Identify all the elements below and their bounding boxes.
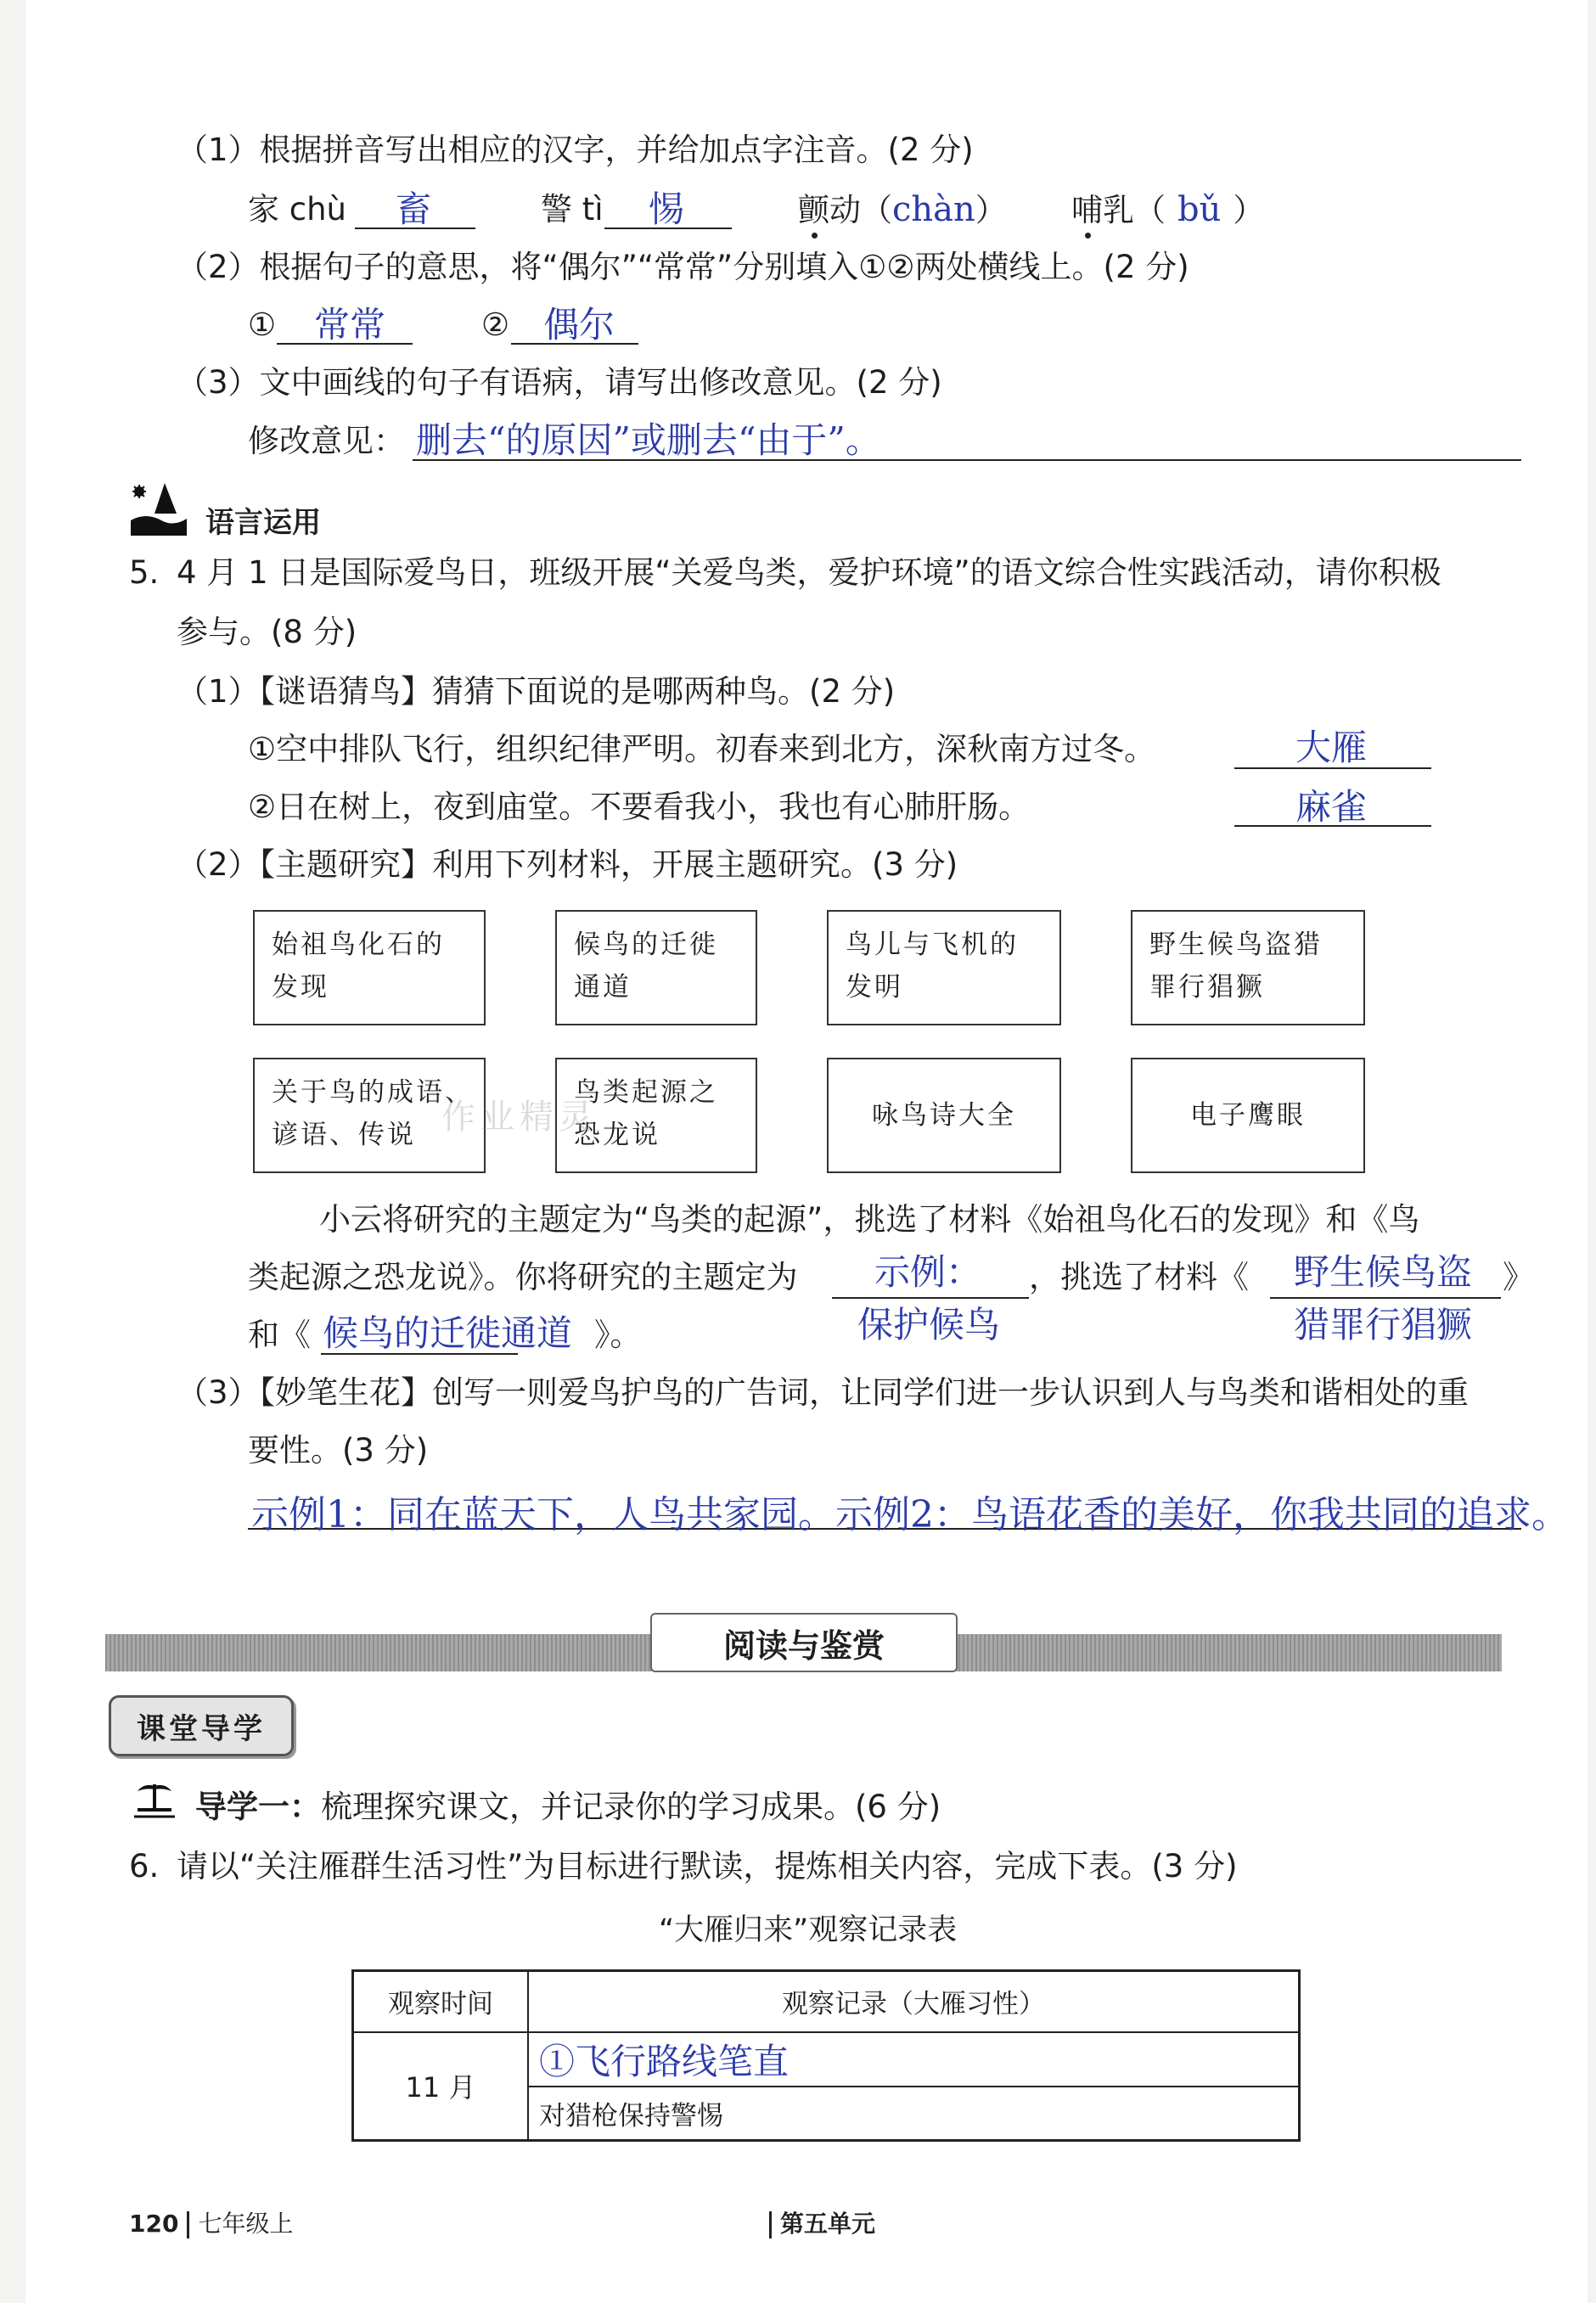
phonetic-c <box>798 190 1007 230</box>
riddle-2: ②日在树上，夜到庙堂。不要看我小，我也有心肺肝肠。 <box>248 789 1031 825</box>
pinyin-b-prefix: 警 tì <box>541 191 604 227</box>
material-box <box>555 910 757 1025</box>
table-title: “大雁归来”观察记录表 <box>659 1913 958 1947</box>
part-label: （3） <box>177 1374 260 1411</box>
material-text: 关于鸟的成语、 <box>272 1077 474 1108</box>
page-number: 120 <box>129 2210 179 2238</box>
answer-a: 畜 <box>396 188 432 230</box>
paragraph-line1: 小云将研究的主题定为“鸟类的起源”，挑选了材料《始祖鸟化石的发现》和《鸟 <box>319 1201 1420 1238</box>
q5-part2 <box>177 845 958 885</box>
theme-answer-1: 示例： <box>874 1251 982 1293</box>
table-cell-record: 对猎枪保持警惕 <box>528 2087 1300 2141</box>
text: ） <box>975 192 1007 228</box>
material-box <box>827 910 1061 1025</box>
answer-b: 惕 <box>649 188 685 230</box>
dotted-char: 哺 <box>1071 192 1103 228</box>
part-label: （1） <box>177 132 260 168</box>
mark-2: ② <box>481 306 510 343</box>
divider <box>769 2211 772 2238</box>
divider <box>187 2211 189 2238</box>
part-label: （1） <box>177 673 260 710</box>
mark-1: ① <box>248 306 277 343</box>
revision-label: 修改意见： <box>248 423 405 459</box>
riddle-1-answer: 大雁 <box>1295 727 1368 768</box>
lesson-tag: 课堂导学 <box>109 1695 294 1756</box>
guide-text: 梳理探究课文，并记录你的学习成果。(6 分) <box>321 1789 941 1825</box>
material-answer-3: 候鸟的迁徙通道 <box>323 1312 573 1354</box>
riddle-2-answer: 麻雀 <box>1295 786 1368 828</box>
guide-title: 导学一： <box>195 1789 321 1825</box>
q6-text: 请以“关注雁群生活习性”为目标进行默读，提炼相关内容，完成下表。(3 分) <box>177 1848 1238 1885</box>
q6-number: 6. <box>129 1848 160 1885</box>
paragraph-line3a: 和《 <box>248 1317 311 1353</box>
phonetic-d <box>1071 190 1264 230</box>
table-cell-record: ①飞行路线笔直 <box>528 2032 1300 2087</box>
observation-table <box>351 1969 1301 2142</box>
footer-left <box>129 2205 293 2239</box>
pinyin-a-prefix: 家 chù <box>248 191 347 227</box>
answer-2b: 偶尔 <box>543 304 615 345</box>
answer-d: bǔ <box>1177 190 1222 229</box>
text: ） <box>1233 192 1265 228</box>
q5-number: 5. <box>129 554 160 591</box>
material-box <box>1131 910 1365 1025</box>
part-label: （3） <box>177 364 260 401</box>
q5-part3 <box>177 1373 1469 1413</box>
part-label: （2） <box>177 249 260 285</box>
unit-label: 第五单元 <box>780 2210 876 2238</box>
paragraph-line2c: 》 <box>1503 1259 1534 1295</box>
section-banner-title: 阅读与鉴赏 <box>650 1613 958 1672</box>
part-text: 【主题研究】利用下列材料，开展主题研究。(3 分) <box>259 846 958 883</box>
part-text: 【妙笔生花】创写一则爱鸟护鸟的广告词，让同学们进一步认识到人与鸟类和谐相处的重 <box>259 1374 1470 1411</box>
part-text: 根据拼音写出相应的汉字，并给加点字注音。(2 分) <box>259 132 974 168</box>
table-header: 观察记录（大雁习性） <box>528 1971 1300 2032</box>
material-text: 候鸟的迁徙 <box>574 930 718 960</box>
material-text: 咏鸟诗大全 <box>872 1100 1016 1131</box>
paragraph-line2a: 类起源之恐龙说》。你将研究的主题定为 <box>248 1259 798 1295</box>
material-answer-2: 猎罪行猖獗 <box>1294 1304 1473 1345</box>
section-title: 语言运用 <box>205 506 321 540</box>
answer-2a: 常常 <box>314 304 386 345</box>
part-label: （2） <box>177 846 260 883</box>
part-text: 文中画线的句子有语病，请写出修改意见。(2 分) <box>259 364 942 401</box>
material-text: 谚语、传说 <box>272 1120 416 1150</box>
paragraph-line3b: 》。 <box>594 1317 642 1353</box>
material-box <box>1131 1058 1365 1173</box>
guide-line <box>195 1788 941 1827</box>
watermark: 作业精灵 <box>441 1098 598 1137</box>
table-cell-time: 11 月 <box>353 2032 529 2141</box>
material-text: 通道 <box>574 972 632 1003</box>
text: 动（ <box>829 192 892 228</box>
part-text: 根据句子的意思，将“偶尔”“常常”分别填入①②两处横线上。(2 分) <box>259 249 1189 285</box>
material-answer-1: 野生候鸟盗 <box>1294 1251 1473 1293</box>
theme-answer-2: 保护候鸟 <box>857 1304 1001 1345</box>
material-text: 恐龙说 <box>574 1120 660 1150</box>
material-text: 鸟儿与飞机的 <box>846 930 1019 960</box>
part-text: 【谜语猜鸟】猜猜下面说的是哪两种鸟。(2 分) <box>259 673 896 710</box>
revision-answer: 删去“的原因”或删去“由于”。 <box>416 419 881 461</box>
material-box <box>827 1058 1061 1173</box>
material-text: 始祖鸟化石的 <box>272 930 445 960</box>
grade-label: 七年级上 <box>198 2210 294 2238</box>
reading-person-icon <box>129 481 188 537</box>
q4-part2 <box>177 248 1189 287</box>
q5-line1: 4 月 1 日是国际爱鸟日，班级开展“关爱鸟类，爱护环境”的语文综合性实践活动，请你积极 <box>177 554 1441 591</box>
island-icon <box>132 1779 177 1822</box>
q5-part3-line2: 要性。(3 分) <box>248 1432 429 1469</box>
q5-line2: 参与。(8 分) <box>177 614 357 650</box>
riddle-1: ①空中排队飞行，组织纪律严明。初春来到北方，深秋南方过冬。 <box>248 731 1156 767</box>
table-header: 观察时间 <box>353 1971 529 2032</box>
answer-c: chàn <box>892 190 975 229</box>
text: 乳（ <box>1103 192 1166 228</box>
material-text: 罪行猖獗 <box>1149 972 1265 1003</box>
material-text: 鸟类起源之 <box>574 1077 718 1108</box>
q4-part3 <box>177 363 942 402</box>
slogan-answer: 示例1：同在蓝天下，人鸟共家园。示例2：鸟语花香的美好，你我共同的追求。 <box>251 1493 1569 1536</box>
paragraph-line2b: ，挑选了材料《 <box>1029 1259 1249 1295</box>
q4-part1 <box>177 131 974 170</box>
material-text: 发现 <box>272 972 329 1003</box>
q5-part1 <box>177 672 895 711</box>
dotted-char: 颤 <box>798 192 829 228</box>
material-box <box>253 910 486 1025</box>
footer-right <box>761 2205 875 2239</box>
material-text: 发明 <box>846 972 903 1003</box>
material-text: 电子鹰眼 <box>1190 1100 1306 1131</box>
material-text: 野生候鸟盗猎 <box>1149 930 1323 960</box>
